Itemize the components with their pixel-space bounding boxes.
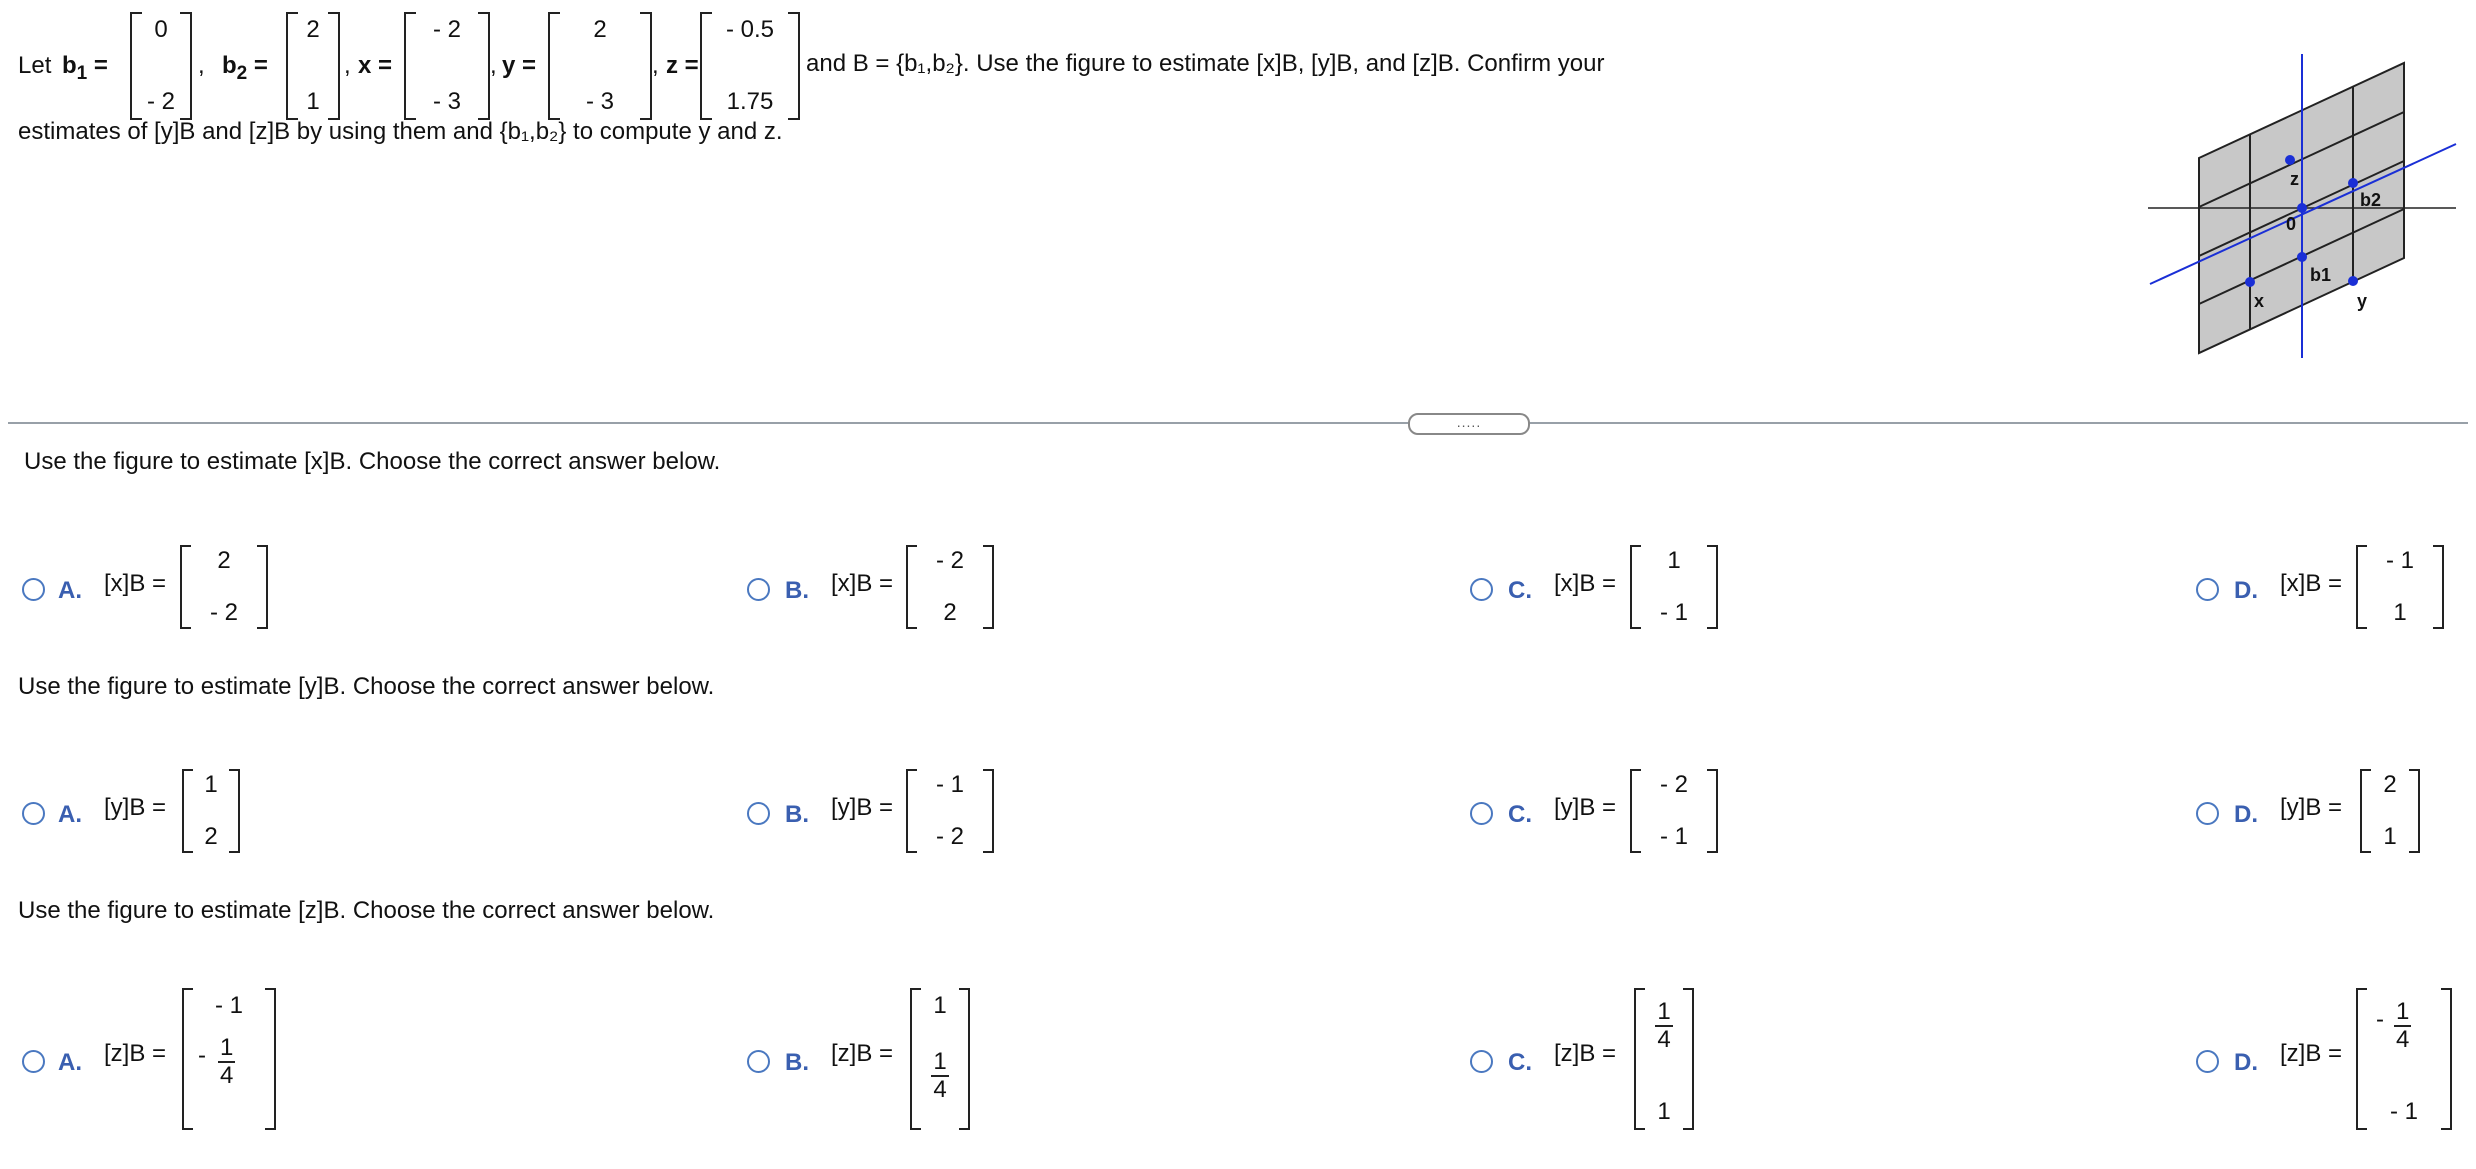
fraction: $\frac{1}{4}$ xyxy=(2396,998,2410,1053)
answer-vector: - 1 - 2 xyxy=(906,769,994,853)
b1-point xyxy=(2297,252,2307,262)
z-point-label: z xyxy=(2290,169,2299,189)
z-entry-1: - 0.5 xyxy=(725,16,775,43)
answer-vector: 1 - 1 xyxy=(1630,545,1718,629)
radio-button[interactable] xyxy=(2196,578,2219,601)
y-vector xyxy=(548,12,652,120)
option-lhs: [y]B = xyxy=(2280,794,2343,821)
option-lhs: [y]B = xyxy=(104,794,167,821)
option-letter: A. xyxy=(58,801,82,828)
option-lhs: [x]B = xyxy=(831,570,894,597)
basis-figure xyxy=(2140,48,2470,368)
statement-line-2: estimates of [y]B and [z]B by using them and {b₁,b₂} to compute y and z. xyxy=(18,118,783,145)
radio-button[interactable] xyxy=(2196,1050,2219,1073)
z-label: z = xyxy=(666,52,699,79)
y-point xyxy=(2348,276,2358,286)
radio-button[interactable] xyxy=(22,1050,45,1073)
x-point xyxy=(2245,277,2255,287)
x-point-label: x xyxy=(2254,291,2265,311)
option-lhs: [y]B = xyxy=(1554,794,1617,821)
b2-point xyxy=(2348,178,2358,188)
answer-vector: $\frac{1}{4}$ 1 xyxy=(1634,988,1694,1130)
option-letter: D. xyxy=(2234,1049,2258,1076)
option-letter: C. xyxy=(1508,1049,1532,1076)
z-vector xyxy=(700,12,800,120)
x-label: x = xyxy=(358,52,393,79)
radio-button[interactable] xyxy=(747,802,770,825)
option-letter: A. xyxy=(58,1049,82,1076)
b1-vector xyxy=(130,12,192,120)
x-entry-2: - 3 xyxy=(432,88,461,115)
x-entry-1: - 2 xyxy=(432,16,461,43)
option-lhs: [x]B = xyxy=(2280,570,2343,597)
radio-button[interactable] xyxy=(2196,802,2219,825)
z-point xyxy=(2285,155,2295,165)
y-entry-1: 2 xyxy=(593,16,607,43)
option-letter: B. xyxy=(785,1049,809,1076)
statement-line-1: and B = {b₁,b₂}. Use the figure to estimate [x]B, [y]B, and [z]B. Confirm your xyxy=(806,50,1605,77)
origin-point xyxy=(2297,203,2307,213)
b1-entry-1: 0 xyxy=(154,16,168,43)
option-lhs: [z]B = xyxy=(831,1040,894,1067)
origin-label: 0 xyxy=(2286,214,2297,234)
answer-vector: 1 2 xyxy=(182,769,240,853)
answer-vector: 2 - 2 xyxy=(180,545,268,629)
option-lhs: [y]B = xyxy=(831,794,894,821)
fraction: $\frac{1}{4}$ xyxy=(1657,998,1671,1053)
section-divider xyxy=(8,422,2468,424)
b2-point-label: b2 xyxy=(2360,190,2382,210)
radio-button[interactable] xyxy=(22,578,45,601)
option-letter: B. xyxy=(785,577,809,604)
answer-vector: - 1 1 xyxy=(2356,545,2444,629)
answer-vector: 1 $\frac{1}{4}$ xyxy=(910,988,970,1130)
question-3-prompt: Use the figure to estimate [z]B. Choose the correct answer below. xyxy=(18,897,715,924)
y-point-label: y xyxy=(2357,291,2368,311)
option-letter: C. xyxy=(1508,801,1532,828)
b2-label: $b_2$ = xyxy=(222,52,268,84)
option-lhs: [x]B = xyxy=(104,570,167,597)
option-lhs: [z]B = xyxy=(104,1040,167,1067)
b1-label: $b_1$ = xyxy=(62,52,108,84)
b1-entry-2: - 2 xyxy=(146,88,175,115)
fraction: $\frac{1}{4}$ xyxy=(933,1048,947,1103)
radio-button[interactable] xyxy=(1470,802,1493,825)
b2-entry-1: 2 xyxy=(306,16,320,43)
option-letter: A. xyxy=(58,577,82,604)
answer-vector: 2 1 xyxy=(2360,769,2420,853)
option-lhs: [z]B = xyxy=(1554,1040,1617,1067)
fraction: $\frac{1}{4}$ xyxy=(220,1034,234,1089)
let-label: Let xyxy=(18,52,52,79)
radio-button[interactable] xyxy=(1470,1050,1493,1073)
radio-button[interactable] xyxy=(1470,578,1493,601)
b1-point-label: b1 xyxy=(2310,265,2332,285)
radio-button[interactable] xyxy=(22,802,45,825)
option-lhs: [z]B = xyxy=(2280,1040,2343,1067)
radio-button[interactable] xyxy=(747,1050,770,1073)
x-vector xyxy=(404,12,490,120)
answer-vector: - $\frac{1}{4}$ - 1 xyxy=(2356,988,2452,1130)
y-label: y = xyxy=(502,52,537,79)
question-1-prompt: Use the figure to estimate [x]B. Choose the correct answer below. xyxy=(24,448,721,475)
option-lhs: [x]B = xyxy=(1554,570,1617,597)
answer-vector: - 1 - $\frac{1}{4}$ xyxy=(182,988,276,1130)
option-letter: D. xyxy=(2234,801,2258,828)
resize-handle[interactable]: ..... xyxy=(1408,413,1530,435)
b2-entry-2: 1 xyxy=(306,88,320,115)
answer-vector: - 2 - 1 xyxy=(1630,769,1718,853)
b2-vector xyxy=(286,12,340,120)
y-entry-2: - 3 xyxy=(585,88,614,115)
z-entry-2: 1.75 xyxy=(726,88,774,115)
option-letter: D. xyxy=(2234,577,2258,604)
radio-button[interactable] xyxy=(747,578,770,601)
coordinate-grid-figure xyxy=(2140,48,2470,368)
option-letter: B. xyxy=(785,801,809,828)
answer-vector: - 2 2 xyxy=(906,545,994,629)
option-letter: C. xyxy=(1508,577,1532,604)
question-2-prompt: Use the figure to estimate [y]B. Choose the correct answer below. xyxy=(18,673,715,700)
